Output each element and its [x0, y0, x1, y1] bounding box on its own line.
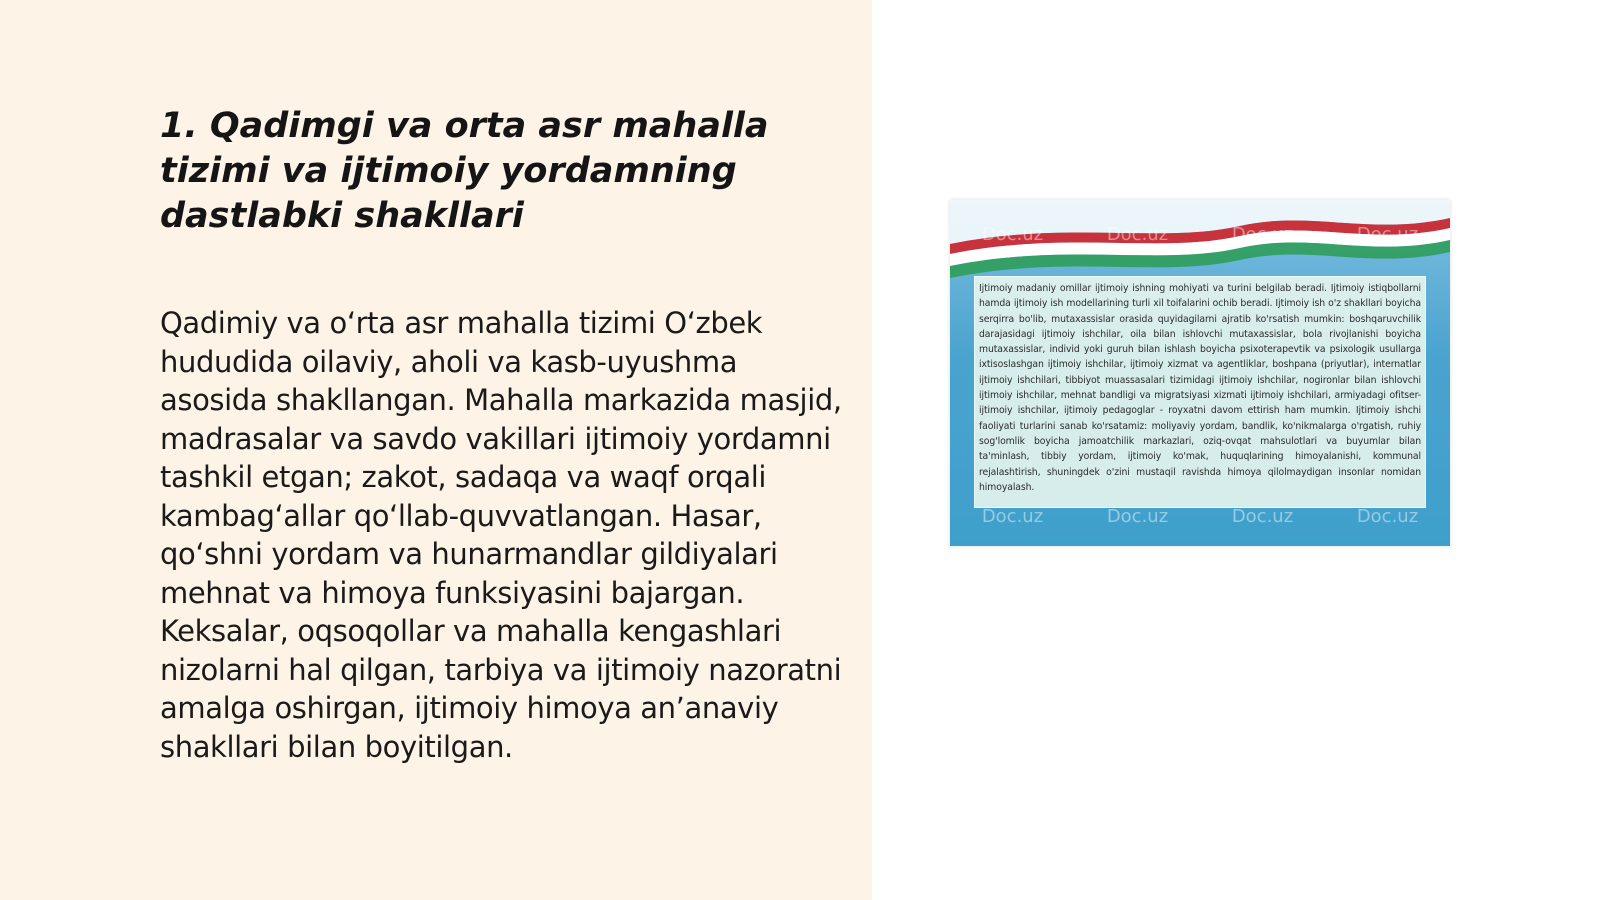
watermark-text: Doc.uz	[1106, 506, 1169, 527]
watermark-text: Doc.uz	[1231, 224, 1294, 245]
watermark-text: Doc.uz	[1356, 224, 1419, 245]
watermark-row-top	[950, 224, 1450, 245]
watermark-text: Doc.uz	[981, 224, 1044, 245]
watermark-text: Doc.uz	[1231, 506, 1294, 527]
slide-title: 1. Qadimgi va orta asr mahalla tizimi va ijtimoiy yordamning dastlabki shakllari	[160, 106, 769, 236]
watermark-text: Doc.uz	[1106, 224, 1169, 245]
watermark-text: Doc.uz	[981, 506, 1044, 527]
document-paragraph: Ijtimoiy madaniy omillar ijtimoiy ishning mohiyati va turini belgilab beradi. Ijtimoiy istiqbollarni hamda ijtimoiy ish modellarining turli xil toifalarini ochib beradi. Ijtimoiy ish o'z shakllari boyicha serqirra bo'lib, mutaxassislar orasida quyidagilarni ajratib ko'rsatish mumkin: boshqaruvchilik darajasidagi ijtimoiy ishchilar, oila bilan ishlovchi mutaxassislar, bola rivojlanishi boyicha mutaxassislar, individ yoki guruh bilan ishlash boyicha psixoterapevtik va psixologik usullarga ixtisoslashgan ijtimoiy ishchilar, ijtimoiy xizmat va agentliklar, boshpana (priyutlar), internatlar ijtimoiy ishchilari, tibbiyot muassasalari tizimidagi ijtimoiy ishchilar, nogironlar bilan ishlovchi ijtimoiy ishchilar, mehnat bandligi va migratsiyasi xizmati ijtimoiy ishchilari, armiyadagi ofitser-ijtimoiy ishchilar, ijtimoiy pedagoglar - royxatni davom ettirish ham mumkin. Ijtimoiy ishchi faoliyati turlarini sanab ko'rsatamiz: moliyaviy yordam, bandlik, ko'nikmalarga o'rgatish, ruhiy sog'lomlik boyicha jamoatchilik markazlari, oziq-ovqat mahsulotlari va buyumlar bilan ta'minlash, tibbiy yordam, ijtimoiy ko'mak, huquqlarining himoyalanishi, kommunal rejalashtirish, shuningdek o'zini mustaqil ravishda himoya qilolmaydigan insonlar nomidan himoyalash.	[979, 283, 1421, 493]
document-screenshot-image	[950, 200, 1450, 546]
slide-body-text: Qadimiy va o‘rta asr mahalla tizimi O‘zbek hududida oilaviy, aholi va kasb-uyushma asosida shakllangan. Mahalla markazida masjid, madrasalar va savdo vakillari ijtimoiy yordamni tashkil etgan; zakot, sadaqa va waqf orqali kambag‘allar qo‘llab-quvvatlangan. Hasar, qo‘shni yordam va hunarmandlar gildiyalari mehnat va himoya funksiyasini bajargan. Keksalar, oqsoqollar va mahalla kengashlari nizolarni hal qilgan, tarbiya va ijtimoiy nazoratni amalga oshirgan, ijtimoiy himoya an’anaviy shakllari bilan boyitilgan.	[160, 306, 842, 764]
watermark-text: Doc.uz	[1356, 506, 1419, 527]
document-text-card	[974, 276, 1426, 508]
watermark-row-bottom	[950, 506, 1450, 527]
